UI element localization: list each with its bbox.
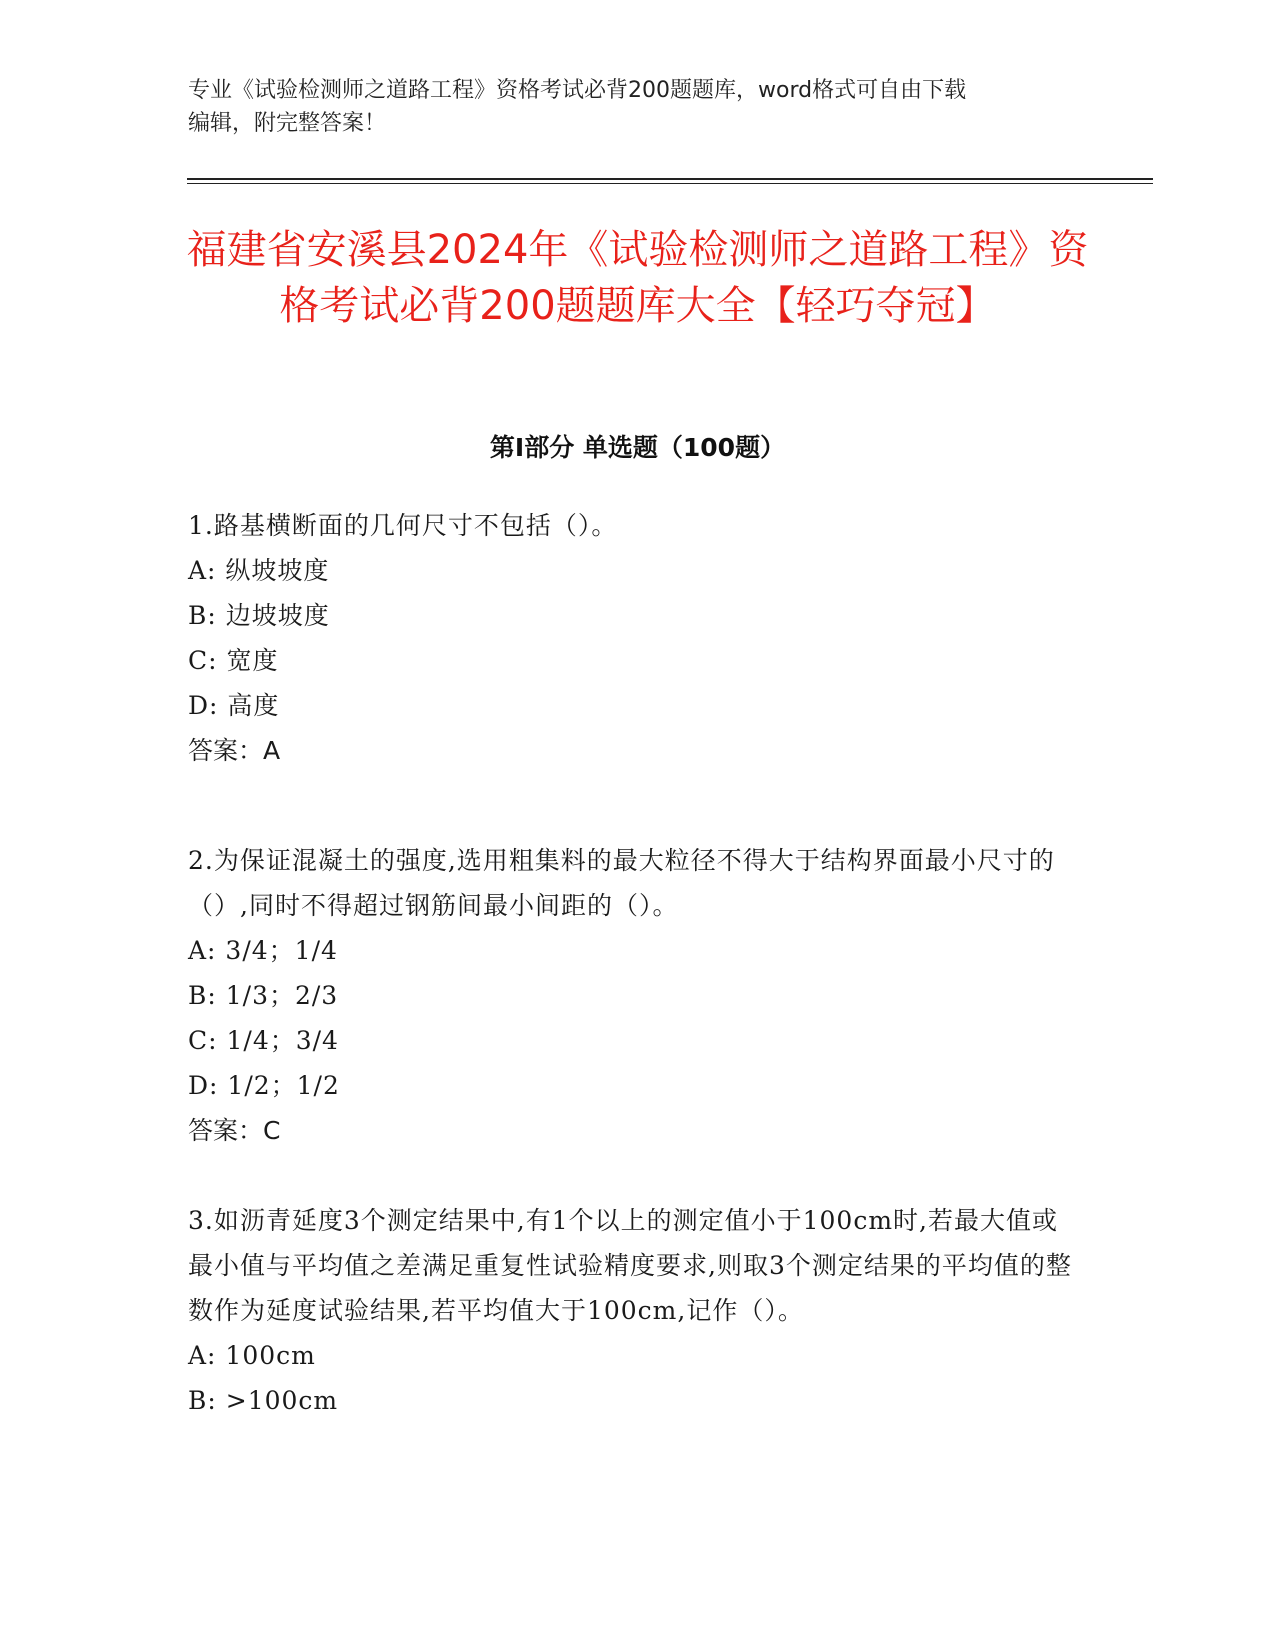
question-1 [188,503,1078,773]
question-stem: 1.路基横断面的几何尺寸不包括（）。 [188,511,618,540]
header-divider-thin [187,183,1153,184]
option-b: B: 1/3；2/3 [188,981,339,1010]
header-line-2: 编辑，附完整答案！ [188,111,387,136]
question-2 [188,838,1078,1153]
option-b: B: >100cm [188,1386,339,1415]
header-divider-thick [187,178,1153,180]
option-d: D: 1/2；1/2 [188,1071,340,1100]
option-a: A: 3/4；1/4 [188,936,338,965]
question-stem: 3.如沥青延度3个测定结果中,有1个以上的测定值小于100cm时,若最大值或最小值与平均值之差满足重复性试验精度要求,则取3个测定结果的平均值的整数作为延度试验结果,若平均值大于100cm,记作（）。 [188,1206,1072,1325]
question-3 [188,1198,1078,1423]
document-header-note [188,74,1088,140]
option-c: C: 宽度 [188,646,279,675]
document-title: 福建省安溪县2024年《试验检测师之道路工程》资格考试必背200题题库大全【轻巧夺冠】 [186,227,1089,329]
option-a: A: 100cm [188,1341,316,1370]
question-stem: 2.为保证混凝土的强度,选用粗集料的最大粒径不得大于结构界面最小尺寸的（）,同时不得超过钢筋间最小间距的（）。 [188,846,1055,920]
answer: 答案：C [188,1116,281,1145]
option-b: B: 边坡坡度 [188,601,330,630]
header-line-1: 专业《试验检测师之道路工程》资格考试必背200题题库，word格式可自由下载 [188,78,967,103]
section-heading: 第I部分 单选题（100题） [489,433,786,462]
option-a: A: 纵坡坡度 [188,556,330,585]
option-d: D: 高度 [188,691,280,720]
option-c: C: 1/4；3/4 [188,1026,339,1055]
answer: 答案：A [188,736,281,765]
